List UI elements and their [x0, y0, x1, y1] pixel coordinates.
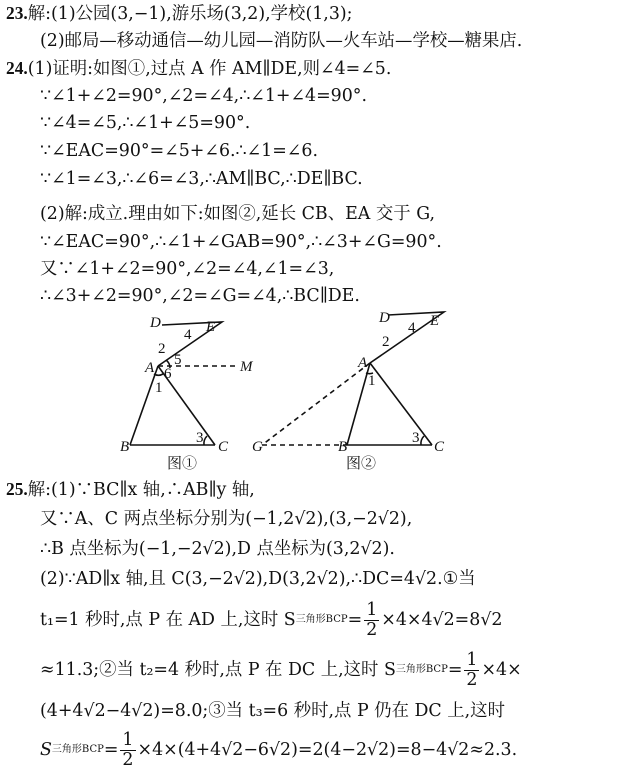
fig1-label-M: M: [240, 359, 253, 375]
q25-line5: [40, 598, 502, 642]
q25-line6-text: ≈11.3;②当 t₂=4 秒时,点 P 在 DC 上,这时 S: [40, 660, 396, 680]
fig1-label-C: C: [218, 439, 229, 455]
fig2-label-C: C: [434, 439, 445, 455]
fraction-denominator: 2: [366, 619, 378, 640]
fig2-line-AC: [370, 363, 432, 445]
fig2-label-D: D: [379, 310, 390, 326]
fig1-label-E: E: [206, 319, 216, 335]
fig2-label-2: 2: [382, 334, 390, 350]
q25-line7: (4+4√2−4√2)=8.0;③当 t₃=6 秒时,点 P 仍在 DC 上,这时: [40, 701, 505, 721]
q24-line3: ∵∠4=∠5,∴∠1+∠5=90°.: [40, 113, 251, 133]
figure-2: [262, 312, 444, 445]
fraction-half: [120, 731, 135, 770]
q25-line6: [40, 648, 522, 692]
q25-number: 25.: [6, 479, 28, 499]
q25-jie: 解:: [27, 480, 51, 500]
fig1-label-1: 1: [155, 380, 163, 396]
figure-1-caption: 图①: [167, 456, 198, 472]
q24-line9: ∴∠3+∠2=90°,∠2=∠G=∠4,∴BC∥DE.: [40, 286, 360, 306]
fig1-label-6: 6: [164, 366, 172, 382]
q25-line1: [6, 478, 255, 501]
q25-line2: 又∵A、C 两点坐标分别为(−1,2√2),(3,−2√2),: [40, 509, 413, 529]
fig2-label-A: A: [358, 355, 368, 371]
fig2-label-B: B: [338, 439, 348, 455]
q24-line7: ∵∠EAC=90°,∴∠1+∠GAB=90°,∴∠3+∠G=90°.: [40, 232, 442, 252]
fraction-denominator: 2: [466, 669, 478, 690]
fig2-label-E: E: [430, 313, 440, 329]
fig2-arc-3: [421, 436, 424, 445]
q24-line5: ∵∠1=∠3,∴∠6=∠3,∴AM∥BC,∴DE∥BC.: [40, 169, 363, 189]
figure-1: [130, 322, 236, 445]
q24-line6: (2)解:成立.理由如下:如图②,延长 CB、EA 交于 G,: [40, 204, 435, 224]
fraction-denominator: 2: [122, 749, 134, 770]
q25-line8-eq: =: [103, 740, 119, 760]
q23-line1: [6, 2, 353, 25]
q24-number: 24.: [6, 58, 28, 78]
q25-line5-eq: =: [347, 610, 363, 630]
fig1-arc-1: [154, 374, 163, 375]
geometry-figures: [0, 305, 640, 475]
fig2-label-4: 4: [408, 320, 416, 336]
fig2-label-1: 1: [368, 373, 376, 389]
q25-line5-text: t₁=1 秒时,点 P 在 AD 上,这时 S: [40, 610, 296, 630]
q25-line6-subscript: 三角形BCP: [395, 664, 448, 675]
q23-line2: (2)邮局—移动通信—幼儿园—消防队—火车站—学校—糖果店.: [40, 31, 523, 51]
q25-line3: ∴B 点坐标为(−1,−2√2),D 点坐标为(3,2√2).: [40, 539, 395, 559]
q25-line5-subscript: 三角形BCP: [295, 614, 348, 625]
fig1-label-4: 4: [184, 327, 192, 343]
fig1-label-B: B: [120, 439, 130, 455]
q24-line8: 又∵∠1+∠2=90°,∠2=∠4,∠1=∠3,: [40, 259, 335, 279]
q25-line4: (2)∵AD∥x 轴,且 C(3,−2√2),D(3,2√2),∴DC=4√2.①当: [40, 569, 476, 589]
q25-line8-rest: ×4×(4+4√2−6√2)=2(4−2√2)=8−4√2≈2.3.: [137, 740, 518, 760]
q25-line8-subscript: 三角形BCP: [51, 744, 104, 755]
q25-text1: (1)∵BC∥x 轴,∴AB∥y 轴,: [51, 480, 255, 500]
fig2-line-AG: [262, 363, 370, 445]
fraction-half: [464, 651, 479, 690]
figure-2-caption: 图②: [346, 456, 377, 472]
fig1-label-A: A: [145, 360, 155, 376]
fraction-numerator: 1: [366, 599, 378, 620]
fig2-label-G: G: [252, 439, 263, 455]
q25-line5-rest: ×4×4√2=8√2: [381, 610, 503, 630]
q23-jie: 解:: [27, 4, 51, 24]
fraction-numerator: 1: [122, 729, 134, 750]
fraction-half: [364, 601, 379, 640]
q25-line8-S: S: [40, 740, 52, 760]
fig1-arc-3: [204, 436, 207, 445]
q25-line8: [40, 728, 517, 772]
fig1-label-5: 5: [174, 352, 182, 368]
q25-line6-rest: ×4×: [481, 660, 522, 680]
fraction-numerator: 1: [466, 649, 478, 670]
q24-line2: ∵∠1+∠2=90°,∠2=∠4,∴∠1+∠4=90°.: [40, 86, 368, 106]
q23-text1: (1)公园(3,−1),游乐场(3,2),学校(1,3);: [51, 4, 353, 24]
q24-line4: ∵∠EAC=90°=∠5+∠6.∴∠1=∠6.: [40, 141, 318, 161]
fig1-label-3: 3: [196, 430, 204, 446]
q24-line1: [6, 57, 391, 80]
q25-line6-eq: =: [447, 660, 463, 680]
q23-number: 23.: [6, 3, 28, 23]
q24-text1: (1)证明:如图①,过点 A 作 AM∥DE,则∠4=∠5.: [27, 59, 392, 79]
fig2-label-3: 3: [412, 430, 420, 446]
fig1-label-D: D: [150, 315, 161, 331]
fig1-label-2: 2: [158, 341, 166, 357]
fig2-line-AB: [347, 363, 370, 445]
fig1-line-AB: [130, 366, 158, 445]
